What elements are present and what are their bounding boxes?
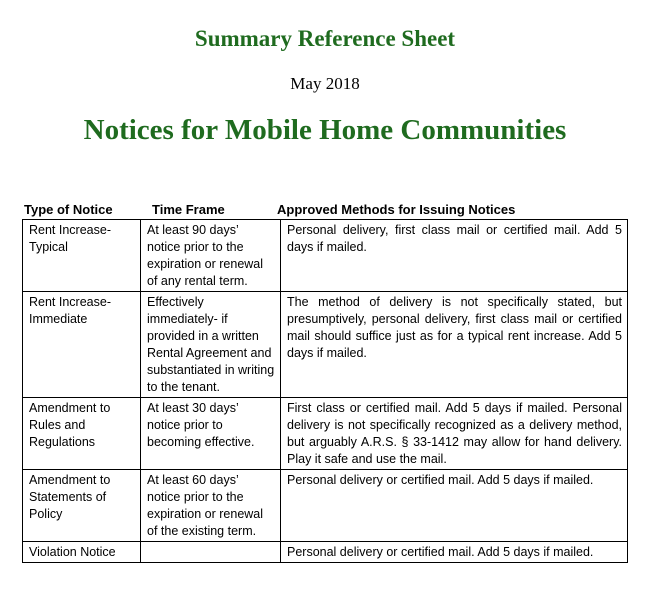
methods-cell: Personal delivery or certified mail. Add 5 days if mailed. — [281, 542, 628, 563]
notice-type-cell: Rent Increase-Typical — [23, 220, 141, 292]
table-row — [23, 220, 628, 292]
time-frame-cell: Effectively immediately- if provided in a written Rental Agreement and substantiated in writing to the tenant. — [141, 292, 281, 398]
table-row — [23, 398, 628, 470]
time-frame-cell: At least 90 days’ notice prior to the expiration or renewal of any rental term. — [141, 220, 281, 292]
sheet-title: Summary Reference Sheet — [194, 26, 456, 51]
methods-cell: First class or certified mail. Add 5 days if mailed. Personal delivery is not specifically recognized as a delivery method, but arguably A.R.S. § 33-1412 may allow for hand delivery. Play it safe and use the mail. — [281, 398, 628, 470]
table-row — [23, 470, 628, 542]
notices-table — [22, 219, 628, 563]
page-title: Notices for Mobile Home Communities — [83, 114, 567, 146]
sheet-date: May 2018 — [290, 74, 360, 93]
time-frame-cell — [141, 542, 281, 563]
notice-type-cell: Amendment to Statements of Policy — [23, 470, 141, 542]
time-frame-cell: At least 60 days’ notice prior to the expiration or renewal of the existing term. — [141, 470, 281, 542]
time-frame-cell: At least 30 days’ notice prior to becoming effective. — [141, 398, 281, 470]
notice-type-cell: Violation Notice — [23, 542, 141, 563]
table-row — [23, 292, 628, 398]
column-header-type: Type of Notice — [24, 202, 113, 217]
column-header-methods: Approved Methods for Issuing Notices — [277, 202, 516, 217]
notice-type-cell: Rent Increase-Immediate — [23, 292, 141, 398]
notice-type-cell: Amendment to Rules and Regulations — [23, 398, 141, 470]
column-header-time-frame: Time Frame — [152, 202, 225, 217]
table-row — [23, 542, 628, 563]
methods-cell: The method of delivery is not specifically stated, but presumptively, personal delivery, first class mail or certified mail should suffice just as for a typical rent increase. Add 5 days if mailed. — [281, 292, 628, 398]
methods-cell: Personal delivery or certified mail. Add 5 days if mailed. — [281, 470, 628, 542]
methods-cell: Personal delivery, first class mail or certified mail. Add 5 days if mailed. — [281, 220, 628, 292]
